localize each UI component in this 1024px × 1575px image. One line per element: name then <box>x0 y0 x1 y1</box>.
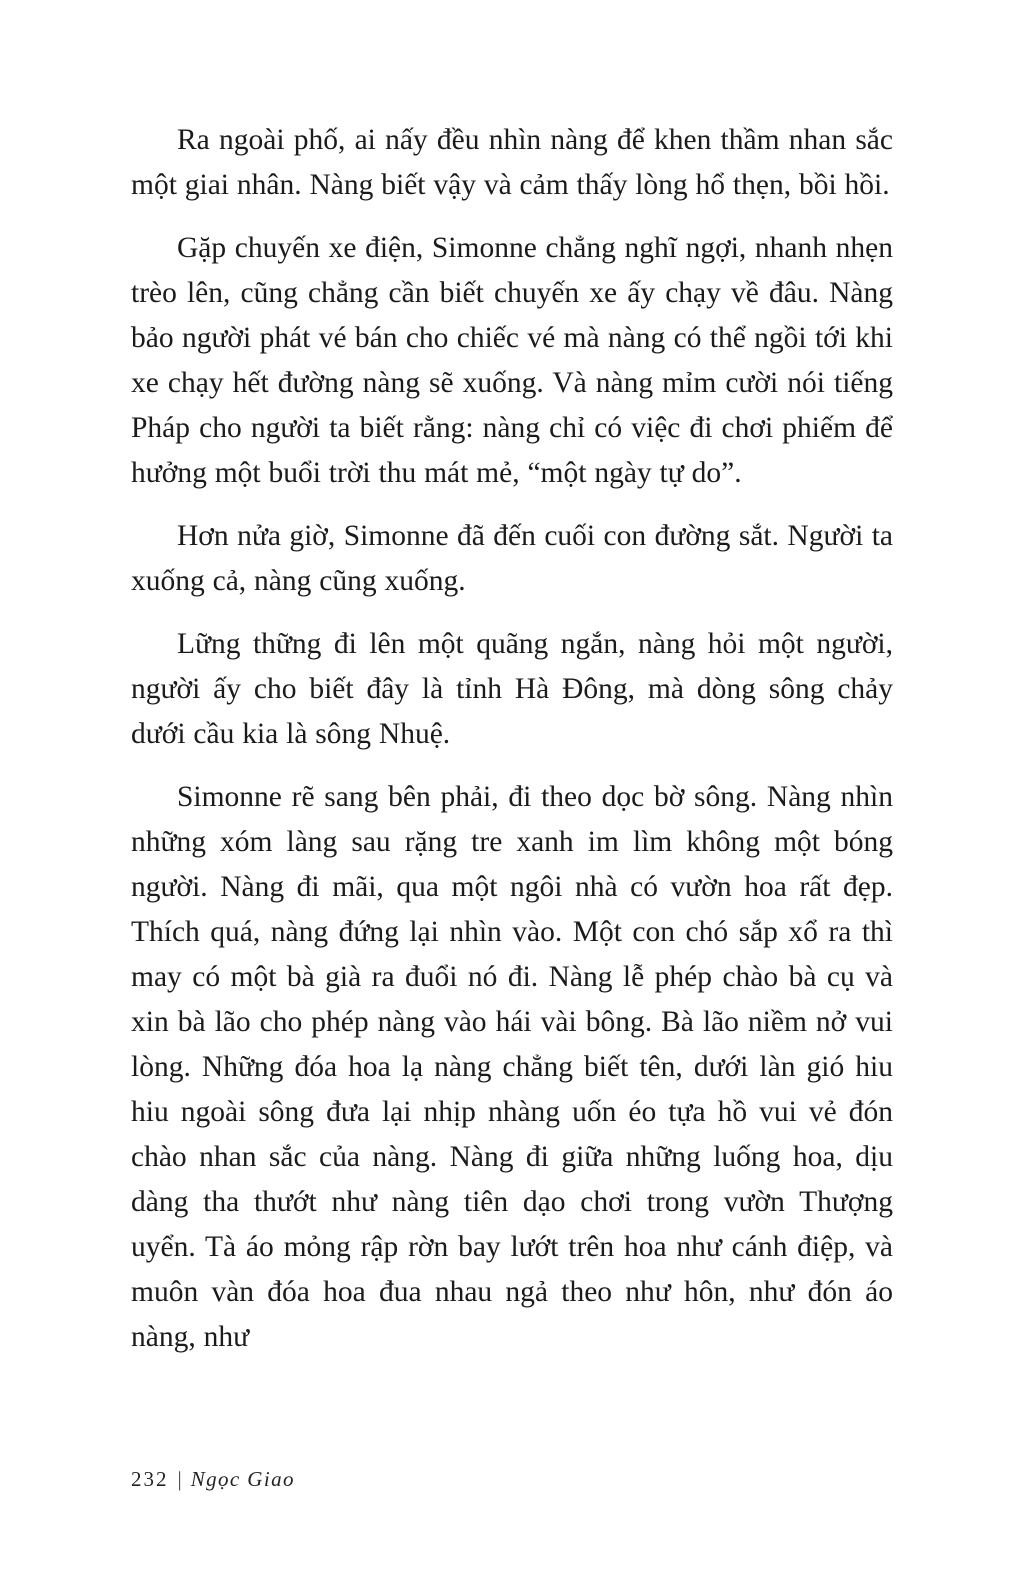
footer-separator: | <box>177 1467 182 1491</box>
paragraph: Ra ngoài phố, ai nấy đều nhìn nàng để khen thầm nhan sắc một giai nhân. Nàng biết vậy và cảm thấy lòng hổ thẹn, bồi hồi. <box>131 124 893 201</box>
page-footer <box>131 1467 295 1492</box>
author-name: Ngọc Giao <box>190 1467 295 1491</box>
paragraph: Simonne rẽ sang bên phải, đi theo dọc bờ sông. Nàng nhìn những xóm làng sau rặng tre xanh im lìm không một bóng người. Nàng đi mãi, qua một ngôi nhà có vườn hoa rất đẹp. Thích quá, nàng đứng lại nhìn vào. Một con chó sắp xổ ra thì may có một bà già ra đuổi nó đi. Nàng lễ phép chào bà cụ và xin bà lão cho phép nàng vào hái vài bông. Bà lão niềm nở vui lòng. Những đóa hoa lạ nàng chẳng biết tên, dưới làn gió hiu hiu ngoài sông đưa lại nhịp nhàng uốn éo tựa hồ vui vẻ đón chào nhan sắc của nàng. Nàng đi giữa những luống hoa, dịu dàng tha thướt như nàng tiên dạo chơi trong vườn Thượng uyển. Tà áo mỏng rập rờn bay lướt trên hoa như cánh điệp, và muôn vàn đóa hoa đua nhau ngả theo như hôn, như đón áo nàng, như <box>131 781 893 1353</box>
paragraph: Hơn nửa giờ, Simonne đã đến cuối con đường sắt. Người ta xuống cả, nàng cũng xuống. <box>131 520 893 597</box>
body-text <box>131 118 893 1360</box>
paragraph: Lững thững đi lên một quãng ngắn, nàng hỏi một người, người ấy cho biết đây là tỉnh Hà Đông, mà dòng sông chảy dưới cầu kia là sông Nhuệ. <box>131 628 893 750</box>
paragraph: Gặp chuyến xe điện, Simonne chẳng nghĩ ngợi, nhanh nhẹn trèo lên, cũng chẳng cần biết chuyến xe ấy chạy về đâu. Nàng bảo người phát vé bán cho chiếc vé mà nàng có thể ngồi tới khi xe chạy hết đường nàng sẽ xuống. Và nàng mỉm cười nói tiếng Pháp cho người ta biết rằng: nàng chỉ có việc đi chơi phiếm để hưởng một buổi trời thu mát mẻ, “một ngày tự do”. <box>131 232 893 489</box>
page-number: 232 <box>131 1467 169 1491</box>
